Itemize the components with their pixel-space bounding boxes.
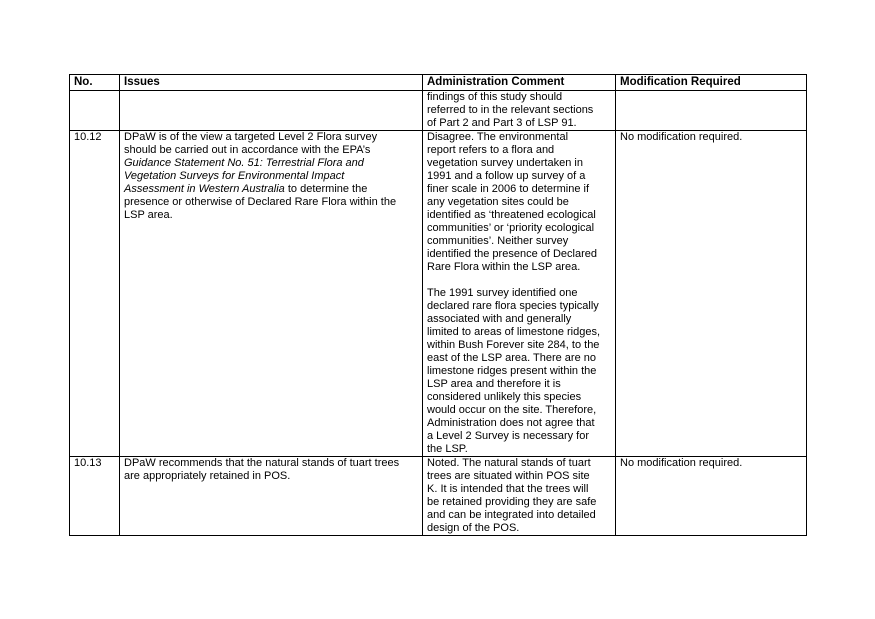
modification-text: [616, 91, 807, 131]
row-number: 10.13: [70, 457, 120, 536]
table-row: [70, 131, 807, 457]
admin-comment-paragraph: Disagree. The environmental report refers to a flora and vegetation survey undertaken in 1991 and a follow up survey of a finer scale in 2006 to determine if any vegetation sites could be identified as ‘threatened ecological communities’ or ‘priority ecological communities’. Neither survey identified the presence of Declared Rare Flora within the LSP area.: [427, 131, 597, 273]
admin-comment: [423, 131, 616, 457]
header-issues: Issues: [120, 75, 423, 91]
issue-text-part: to determine the presence or otherwise of Declared Rare Flora within the LSP area.: [124, 183, 397, 221]
issues-table: [69, 74, 807, 536]
issue-text-part: DPaW is of the view a targeted Level 2 Flora survey should be carried out in accordance with the EPA’s: [124, 131, 378, 156]
admin-comment: [423, 91, 616, 131]
row-number: 10.12: [70, 131, 120, 457]
modification-text: No modification required.: [616, 131, 807, 457]
modification-text: No modification required.: [616, 457, 807, 536]
issue-paragraph: [124, 131, 418, 222]
admin-comment-paragraph: Noted. The natural stands of tuart trees are situated within POS site K. It is intended that the trees will be retained providing they are safe and can be integrated into detailed design of the POS.: [427, 457, 597, 534]
table-row: [70, 457, 807, 536]
issue-text: [120, 457, 423, 536]
row-number: [70, 91, 120, 131]
guidance-statement-title: Guidance Statement No. 51: Terrestrial Flora and Vegetation Surveys for Environmental Impact Assessment in Western Australia: [124, 157, 364, 195]
admin-comment-paragraph: findings of this study should referred to in the relevant sections of Part 2 and Part 3 of LSP 91.: [427, 91, 594, 129]
issue-paragraph: DPaW recommends that the natural stands of tuart trees are appropriately retained in POS.: [124, 457, 400, 482]
admin-comment: [423, 457, 616, 536]
header-row: [70, 75, 807, 91]
header-modification: Modification Required: [616, 75, 807, 91]
table-row: [70, 91, 807, 131]
header-no: No.: [70, 75, 120, 91]
admin-comment-paragraph: The 1991 survey identified one declared rare flora species typically associated with and generally limited to areas of limestone ridges, within Bush Forever site 284, to the east of the LSP area. There are no limestone ridges present within the LSP area and therefore it is considered unlikely this species would occur on the site. Therefore, Administration does not agree that a Level 2 Survey is necessary for the LSP.: [427, 287, 601, 455]
issue-text: [120, 91, 423, 131]
issue-text: [120, 131, 423, 457]
header-admin-comment: Administration Comment: [423, 75, 616, 91]
paragraph-gap: [427, 274, 611, 287]
